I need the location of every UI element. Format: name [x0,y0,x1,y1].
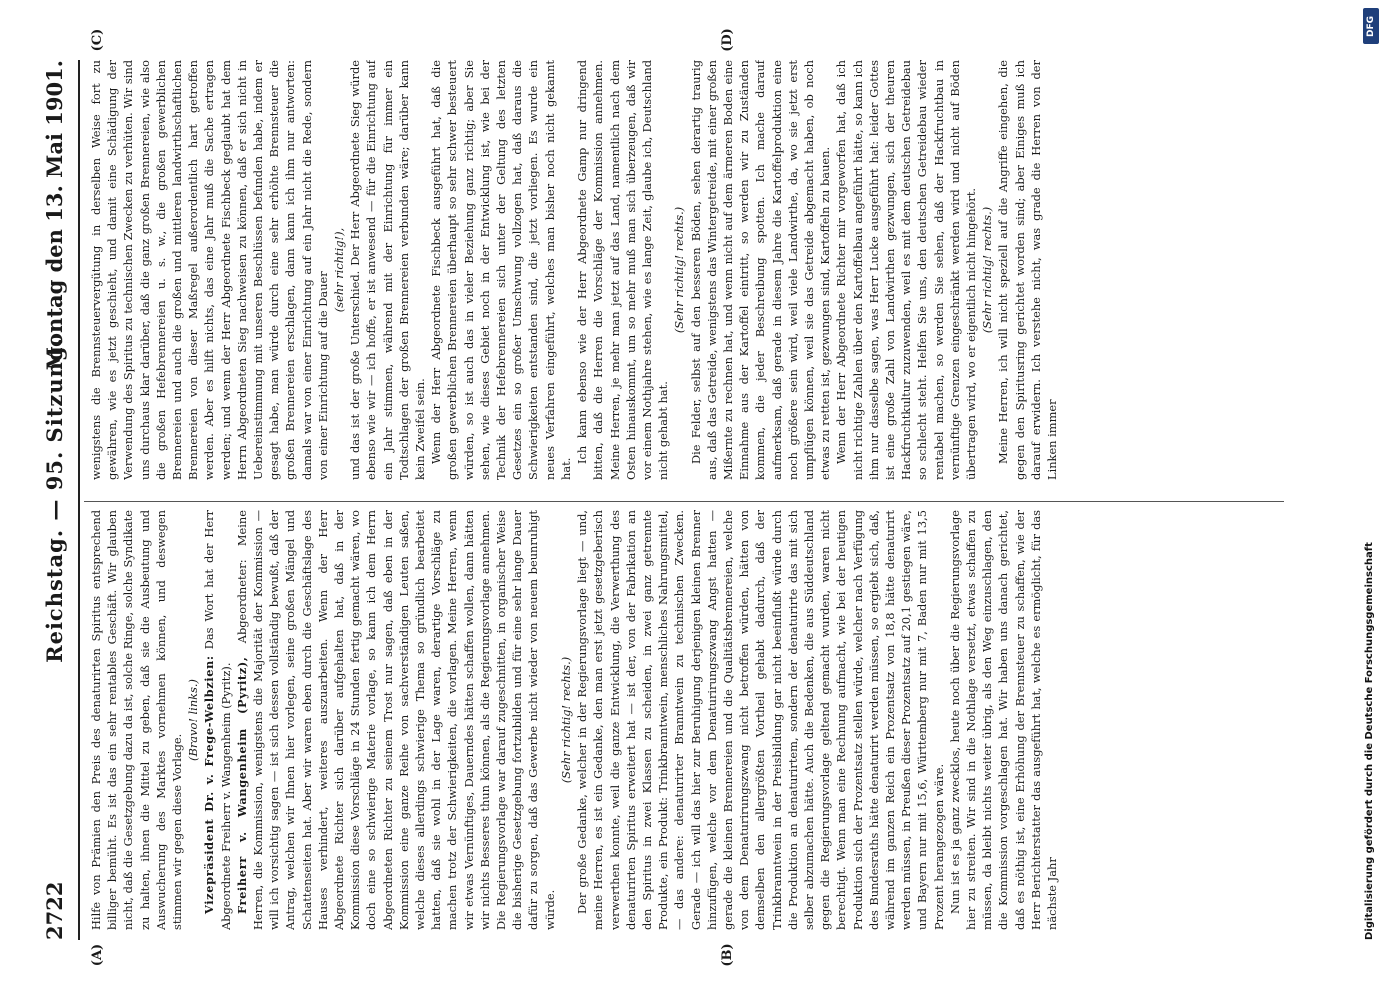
interjection [671,60,687,480]
paragraph-text: (Sehr richtig! rechts.) [980,206,995,334]
page-header [42,60,72,940]
paragraph-text: Das Wort hat der Herr Abgeordnete Freiherr v. Wangenheim (Pyritz). [202,510,233,930]
margin-marker-b: (B) [720,943,735,967]
speech-paragraph [234,510,558,930]
margin-marker-d: (D) [720,28,735,52]
paragraph [574,510,947,930]
paragraph [88,60,331,480]
page-number: 2722 [42,881,67,940]
interjection [979,60,995,480]
right-text-column [88,60,1288,480]
paragraph-text: Wenn der Herr Abgeordnete Fischbeck ausgeführt hat, daß die großen gewerblichen Brennereien überhaupt so sehr schwer besteuert würden, so ist auch das in vieler Beziehung ganz richtig; aber Sie sehen, wie dieses Gebiet noch in der Entwicklung ist, wie bei der Technik der Hefebrennereien sich unter der Geltung des letzten Gesetzes ein so großer Umschwung vollzogen hat, daß daraus die Schwierigkeiten entstanden sind, die jetzt vorliegen. Es wurde ein neues Verfahren eingeführt, welches man bisher noch nicht gekannt hat. [429,60,573,480]
paragraph [833,60,979,480]
digitization-credit: Digitalisierung gefördert durch die Deutsche Forschungsgemeinschaft [1364,542,1375,940]
paragraph-text: Ich kann ebenso wie der Herr Abgeordnete Gamp nur dringend bitten, daß die Herren die Vorschläge der Kommission annehmen. Meine Herren, je mehr man jetzt auf das Land, namentlich nach dem Osten hinauskommt, um so mehr muß man sich überzeugen, daß wir vor einem Nothjahre stehen, wie es lange Zeit, glaube ich, Deutschland nicht gehabt hat. [575,60,671,480]
left-text-column [88,510,1288,930]
paragraph-text: Meine Herren, ich will nicht speziell auf die Angriffe eingehen, die gegen den Spiritusring gerichtet worden sind; aber Einiges muß ich darauf erwidern. Ich verstehe nicht, was grade die Herren von der Linken immer [996,60,1059,480]
paragraph-text: (Sehr richtig! rechts.) [558,656,573,784]
paragraph-text: Nun ist es ja ganz zwecklos, heute noch über die Regierungsvorlage hier zu streiten. Wir sind in die Nothlage versetzt, etwas schaffen zu müssen, da bleibt nichts weiter übrig, als den Weg einzuschlagen, den die Kommission vorgeschlagen hat. Wir haben uns danach gerichtet, daß es nöthig ist, eine Erhöhung der Brennsteuer zu schaffen, wie der Herr Berichterstatter das ausgeführt hat, welche es ermöglicht, für das nächste Jahr [947,510,1059,930]
dfg-logo: DFG [1363,8,1379,44]
interjection [558,510,574,930]
paragraph [947,510,1060,930]
paragraph-text: und das ist der große Unterschied. Der Herr Abgeordnete Sieg würde ebenso wie wir — ich hoffe, er ist anwesend — für die Einrichtung auf ein Jahr stimmen, während mit der Einrichtung für immer ein Todtschlagen der großen Brennereien verbunden wäre; darüber kann kein Zweifel sein. [348,60,428,480]
paragraph-text: Hilfe von Prämien den Preis des denaturirten Spiritus entsprechend billiger bemüht. Es ist das ein sehr rentables Geschäft. Wir glauben nicht, daß die Gesetzgebung dazu da ist, solche Ringe, solche Syndikate zu halten, ihnen die Mittel zu geben, daß sie die Ausbeutung und Auswucherung des Marktes vornehmen können, und deswegen stimmen wir gegen diese Vorlage. [89,510,185,930]
margin-marker-a: (A) [90,943,105,967]
speaker-name: Freiherr v. Wangenheim (Pyritz), [234,656,249,914]
paragraph-text: Der große Gedanke, welcher in der Regierungsvorlage liegt — und, meine Herren, es ist ein Gedanke, den man erst jetzt gesetzgeberisch verwerthen konnte, weil die ganze Entwicklung, die Verwerthung des denaturirten Spiritus erweitert hat — ist der, von der Fabrikation an den Spiritus in zwei Klassen zu scheiden, in zwei ganz getrennte Produkte, ein Produkt: Trinkbranntwein, menschliches Nahrungsmittel, — das andere: denaturirter Branntwein zu technischen Zwecken. Gerade — ich will das hier zur Beruhigung derjenigen kleinen Brenner hinzufügen, welche vor dem Denaturirungszwang Angst hatten — gerade die kleinen Brennereien und die Qualitätsbrennereien, welche von dem Denaturirungszwang nicht betroffen würden, hätten von demselben den allergrößten Vortheil gehabt dadurch, daß der Trinkbranntwein in der Preisbildung gar nicht beeinflußt würde durch die Produktion an denaturirtem, sondern der denaturirte das mit sich selber abzumachen hätte. Auch die Bedenken, die aus Süddeutschland gegen die Regierungsvorlage geltend gemacht wurden, waren nicht berechtigt. Wenn man eine Rechnung aufmacht, wie bei der heutigen Produktion sich der Prozentsatz stellen würde, welcher nach Verfügung des Bundesraths hätte denaturirt werden müssen, so ergiebt sich, daß, während im ganzen Reich ein Prozentsatz von 18,8 hätte denaturirt werden müssen, in Preußen dieser Prozentsatz auf 20,1 gestiegen wäre, und Bayern nur mit 15,6, Württemberg nur mit 7, Baden nur mit 13,5 Prozent herangezogen wäre. [575,510,946,930]
running-title: Reichstag. — 95. Sitzung. [42,337,67,663]
paragraph [995,60,1060,480]
margin-marker-c: (C) [90,28,105,52]
speech-paragraph [201,510,233,930]
paragraph [347,60,428,480]
paragraph [428,60,574,480]
header-rule [78,60,80,940]
paragraph-text: (Sehr richtig! rechts.) [672,206,687,334]
paragraph [88,510,185,930]
column-separator [84,501,1284,502]
paragraph-text: (Bravo! links.) [186,679,201,761]
paragraph-text: Abgeordneter: Meine Herren, die Kommission, wenigstens die Majorität der Kommission — will ich vorsichtig sagen — ist sich dessen vollständig bewußt, daß der Antrag, welchen wir Ihnen hier vorlegen, seine großen Mängel und Schattenseiten hat. Aber wir waren eben durch die Geschäftslage des Hauses verhindert, weiteres auszuarbeiten. Wenn der Herr Abgeordnete Richter sich darüber aufgehalten hat, daß in der Kommission diese Vorschläge in 24 Stunden fertig gemacht wären, wo doch eine so schwierige Materie vorlage, so kann ich dem Herrn Abgeordneten Richter zu seinem Trost nur sagen, daß eben in der Kommission eine ganze Reihe von sachverständigen Leuten saßen, welche dieses allerdings schwierige Thema so gründlich bearbeitet hatten, daß sie wohl in der Lage waren, derartige Vorschläge zu machen trotz der Schwierigkeiten, die vorlagen. Meine Herren, wenn wir etwas Vernünftiges, Dauerndes hätten schaffen wollen, dann hätten wir nichts Besseres thun können, als die Regierungsvorlage annehmen. Die Regierungsvorlage war darauf zugeschnitten, in organischer Weise die bisherige Gesetzgebung fortzubilden und für eine sehr lange Dauer dafür zu sorgen, daß das Gewerbe nicht wieder von neuem beunruhigt würde. [234,510,557,930]
session-date: Montag den 13. Mai 1901. [42,60,67,371]
interjection [185,510,201,930]
paragraph-text: (sehr richtig!), [332,227,347,313]
speaker-name: Vizepräsident Dr. v. Frege-Welbzien: [202,655,217,914]
paragraph-text: wenigstens die Brennsteuervergütung in derselben Weise fort zu gewähren, wie es jetzt geschieht, und damit eine Schädigung der Verwendung des Spiritus zu technischen Zwecken zu verhüten. Wir sind uns durchaus klar darüber, daß die ganz großen Brennereien, wie also die großen Hefebrennereien u. s. w., die großen gewerblichen Brennereien und auch die großen und mittleren landwirthschaftlichen Brennereien von dieser Maßregel außerordentlich hart getroffen werden. Aber es hilft nichts, das eine Jahr muß die Sache ertragen werden; und wenn der Herr Abgeordnete Fischbeck geglaubt hat dem Herrn Abgeordneten Sieg nachweisen zu können, daß er sich nicht in Uebereinstimmung mit unseren Beschlüssen befunden habe, indem er gesagt habe, man würde durch eine sehr erhöhte Brennsteuer die großen Brennereien erschlagen, dann kann ich ihm nur antworten: damals war von einer Einrichtung auf ein Jahr nicht die Rede, sondern von einer Einrichtung auf die Dauer [89,60,330,480]
paragraph-text: Die Felder, selbst auf den besseren Böden, sehen derartig traurig aus, daß das Getreide, wenigstens das Wintergetreide, mit einer großen Mißernte zu rechnen hat, und wenn nicht auf dem ärmeren Boden eine Einnahme aus der Kartoffel eintritt, so werden wir zu Zuständen kommen, die jeder Beschreibung spotten. Ich mache darauf aufmerksam, daß gerade in diesem Jahre die Kartoffelproduktion eine noch größere sein wird, weil viele Landwirthe, da, wo sie jetzt erst umpflügen können, weil sie das Getreide abgemacht haben, ob noch etwas zu retten ist, gezwungen sind, Kartoffeln zu bauen. [688,60,833,480]
paragraph [688,60,834,480]
interjection [331,60,347,480]
paragraph-text: Wenn der Herr Abgeordnete Richter mir vorgeworfen hat, daß ich nicht richtige Zahlen über den Kartoffelbau angeführt hätte, so kann ich ihm nur dasselbe sagen, was Herr Lucke ausgeführt hat: leider Gottes ist eine große Zahl von Landwirthen gezwungen, sich der theuren Hackfruchtkultur zuzuwenden, weil es mit dem deutschen Getreidebau so schlecht steht. Helfen Sie uns, den deutschen Getreidebau wieder rentabel machen, so werden Sie sehen, daß der Hackfruchtbau in vernünftige Grenzen eingeschränkt werden wird und nicht auf Böden übertragen wird, wo er eigentlich nicht hingehört. [834,60,978,480]
paragraph [574,60,671,480]
